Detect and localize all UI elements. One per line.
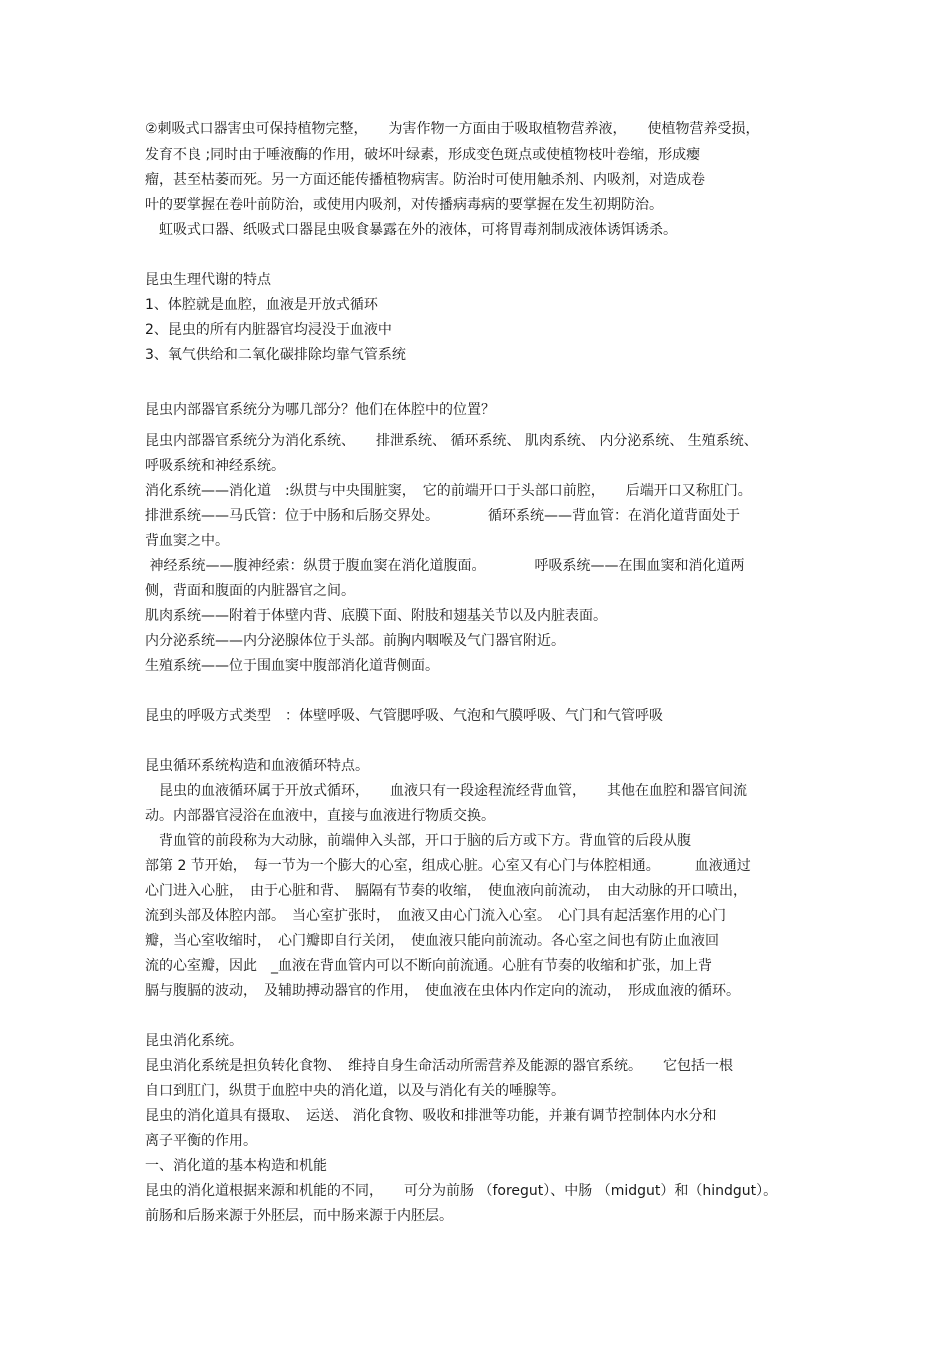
text-line: 叶的要掌握在卷叶前防治，或使用内吸剂，对传播病毒病的要掌握在发生初期防治。 [145, 197, 663, 213]
text-line: 虹吸式口器、纸吸式口器昆虫吸食暴露在外的液体，可将胃毒剂制成液体诱饵诱杀。 [145, 222, 677, 238]
text-line: 昆虫内部器官系统分为消化系统、 排泄系统、 循环系统、 肌肉系统、 内分泌系统、 生殖系统、 [145, 433, 758, 449]
text-line: 离子平衡的作用。 [145, 1133, 257, 1149]
text-line: 背血管的前段称为大动脉，前端伸入头部，开口于脑的后方或下方。背血管的后段从腹 [145, 833, 691, 849]
subsection-heading: 一、消化道的基本构造和机能 [145, 1158, 327, 1174]
text-line: 心门进入心脏， 由于心脏和背、 膈隔有节奏的收缩， 使血液向前流动， 由大动脉的开口喷出， [145, 883, 747, 899]
text-line: 神经系统——腹神经索：纵贯于腹血窦在消化道腹面。 呼吸系统——在围血窦和消化道两 [145, 558, 745, 574]
section-heading: 昆虫生理代谢的特点 [145, 272, 271, 288]
section-heading: 昆虫内部器官系统分为哪几部分？他们在体腔中的位置？ [145, 402, 495, 418]
text-line: 呼吸系统和神经系统。 [145, 458, 285, 474]
text-line: 流的心室瓣，因此 _血液在背血管内可以不断向前流通。心脏有节奏的收缩和扩张，加上背 [145, 958, 712, 974]
text-line: 排泄系统——马氏管：位于中肠和后肠交界处。 循环系统——背血管：在消化道背面处于 [145, 508, 740, 524]
section-heading: 昆虫循环系统构造和血液循环特点。 [145, 758, 369, 774]
text-line: 消化系统——消化道 :纵贯与中央围脏窦， 它的前端开口于头部口前腔， 后端开口又称肛门。 [145, 483, 752, 499]
text-line: 前肠和后肠来源于外胚层，而中肠来源于内胚层。 [145, 1208, 453, 1224]
text-line: 瓣，当心室收缩时， 心门瓣即自行关闭， 使血液只能向前流动。各心室之间也有防止血液回 [145, 933, 719, 949]
text-line: ②刺吸式口器害虫可保持植物完整， 为害作物一方面由于吸取植物营养液， 使植物营养受损， [145, 121, 760, 137]
text-line: 肌肉系统——附着于体壁内背、底膜下面、附肢和翅基关节以及内脏表面。 [145, 608, 607, 624]
section-heading: 昆虫的呼吸方式类型 ：体壁呼吸、气管腮呼吸、气泡和气膜呼吸、气门和气管呼吸 [145, 708, 663, 724]
text-line: 自口到肛门，纵贯于血腔中央的消化道，以及与消化有关的唾腺等。 [145, 1083, 565, 1099]
list-item: 2、昆虫的所有内脏器官均浸没于血液中 [145, 322, 392, 338]
section-heading: 昆虫消化系统。 [145, 1033, 243, 1049]
text-line: 昆虫的消化道根据来源和机能的不同， 可分为前肠 （foregut）、中肠 （midgut）和（hindgut）。 [145, 1183, 778, 1199]
text-line: 侧，背面和腹面的内脏器官之间。 [145, 583, 355, 599]
text-line: 部第 2 节开始， 每一节为一个膨大的心室，组成心脏。心室又有心门与体腔相通。 血液通过 [145, 858, 751, 874]
text-line: 瘤，甚至枯萎而死。另一方面还能传播植物病害。防治时可使用触杀剂、内吸剂，对造成卷 [145, 172, 705, 188]
text-line: 内分泌系统——内分泌腺体位于头部。前胸内咽喉及气门器官附近。 [145, 633, 565, 649]
text-line: 流到头部及体腔内部。 当心室扩张时， 血液又由心门流入心室。 心门具有起活塞作用的心门 [145, 908, 726, 924]
text-line: 昆虫消化系统是担负转化食物、 维持自身生命活动所需营养及能源的器官系统。 它包括一根 [145, 1058, 733, 1074]
text-line: 昆虫的血液循环属于开放式循环， 血液只有一段途程流经背血管， 其他在血腔和器官间流 [145, 783, 747, 799]
text-line: 发育不良 ;同时由于唾液酶的作用，破坏叶绿素，形成变色斑点或使植物枝叶卷缩，形成瘿 [145, 147, 701, 163]
list-item: 1、体腔就是血腔，血液是开放式循环 [145, 297, 378, 313]
text-line: 动。内部器官浸浴在血液中，直接与血液进行物质交换。 [145, 808, 495, 824]
text-line: 背血窦之中。 [145, 533, 229, 549]
text-line: 生殖系统——位于围血窦中腹部消化道背侧面。 [145, 658, 439, 674]
list-item: 3、氧气供给和二氧化碳排除均靠气管系统 [145, 347, 406, 363]
text-line: 膈与腹膈的波动， 及辅助搏动器官的作用， 使血液在虫体内作定向的流动， 形成血液的循环。 [145, 983, 740, 999]
text-line: 昆虫的消化道具有摄取、 运送、 消化食物、吸收和排泄等功能，并兼有调节控制体内水分和 [145, 1108, 717, 1124]
